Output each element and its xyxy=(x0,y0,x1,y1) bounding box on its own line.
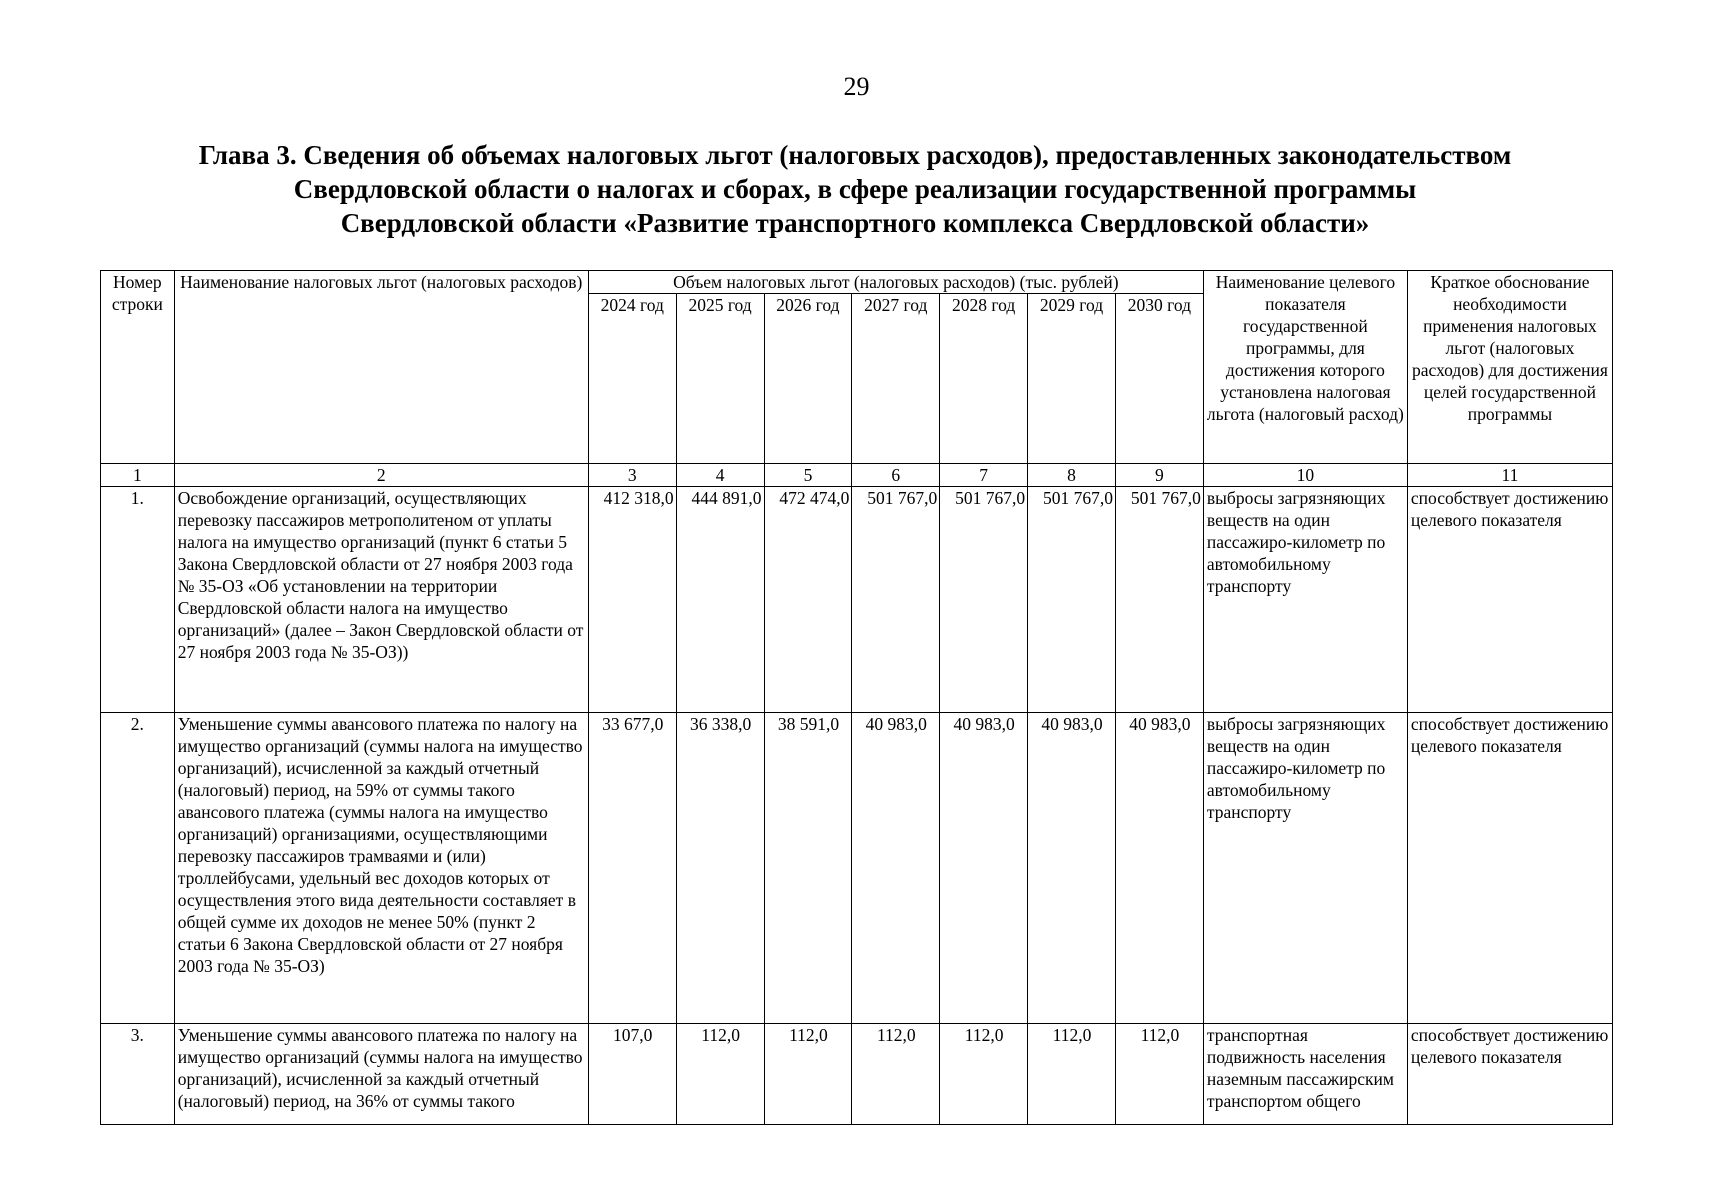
column-number-row xyxy=(101,464,1613,487)
table-row xyxy=(101,1024,1613,1125)
header-benefit-name: Наименование налоговых льгот (налоговых расходов) xyxy=(174,271,588,464)
column-number: 6 xyxy=(852,464,940,487)
justification: способствует достижению целевого показателя xyxy=(1407,1024,1612,1125)
benefit-value: 38 591,0 xyxy=(764,713,852,1024)
benefit-value: 112,0 xyxy=(940,1024,1028,1125)
header-year: 2027 год xyxy=(852,294,940,464)
header-year: 2025 год xyxy=(676,294,764,464)
header-benefit-volume: Объем налоговых льгот (налоговых расходов) (тыс. рублей) xyxy=(588,271,1203,294)
benefit-value: 112,0 xyxy=(764,1024,852,1125)
benefit-name: Освобождение организаций, осуществляющих перевозку пассажиров метрополитеном от уплаты налога на имущество организаций (пункт 6 статьи 5 Закона Свердловской области от 27 ноября 2003 года № 35-ОЗ «Об установлении на территории Свердловской области налога на имущество организаций» (далее – Закон Свердловской области от 27 ноября 2003 года № 35-ОЗ)) xyxy=(174,487,588,713)
page-number: 29 xyxy=(843,72,870,101)
benefit-value: 501 767,0 xyxy=(1115,487,1203,713)
table-row xyxy=(101,487,1613,713)
justification: способствует достижению целевого показателя xyxy=(1407,487,1612,713)
row-number: 3. xyxy=(101,1024,175,1125)
column-number: 9 xyxy=(1115,464,1203,487)
header-target-indicator: Наименование целевого показателя государственной программы, для достижения которого установлена налоговая льгота (налоговый расход) xyxy=(1203,271,1407,464)
header-year: 2028 год xyxy=(940,294,1028,464)
chapter-heading xyxy=(150,138,1560,240)
target-indicator: транспортная подвижность населения наземным пассажирским транспортом общего xyxy=(1203,1024,1407,1125)
header-year: 2029 год xyxy=(1028,294,1116,464)
row-number: 2. xyxy=(101,713,175,1024)
benefit-value: 33 677,0 xyxy=(588,713,676,1024)
benefit-value: 501 767,0 xyxy=(940,487,1028,713)
heading-line-3: Свердловской области «Развитие транспортного комплекса Свердловской области» xyxy=(340,208,1370,238)
tax-benefits-table xyxy=(100,270,1613,1125)
benefit-value: 112,0 xyxy=(1028,1024,1116,1125)
header-row-number: Номер строки xyxy=(101,271,175,464)
column-number: 1 xyxy=(101,464,175,487)
header-year: 2030 год xyxy=(1115,294,1203,464)
target-indicator: выбросы загрязняющих веществ на один пассажиро-километр по автомобильному транспорту xyxy=(1203,713,1407,1024)
header-year: 2026 год xyxy=(764,294,852,464)
benefit-value: 501 767,0 xyxy=(1028,487,1116,713)
header-justification: Краткое обоснование необходимости применения налоговых льгот (налоговых расходов) для достижения целей государственной программы xyxy=(1407,271,1612,464)
column-number: 3 xyxy=(588,464,676,487)
benefit-value: 412 318,0 xyxy=(588,487,676,713)
benefit-name: Уменьшение суммы авансового платежа по налогу на имущество организаций (суммы налога на имущество организаций), исчисленной за каждый отчетный (налоговый) период, на 36% от суммы такого xyxy=(174,1024,588,1125)
column-number: 10 xyxy=(1203,464,1407,487)
benefit-value: 40 983,0 xyxy=(852,713,940,1024)
benefit-value: 112,0 xyxy=(1115,1024,1203,1125)
heading-line-1: Глава 3. Сведения об объемах налоговых льгот (налоговых расходов), предоставленных законодательством xyxy=(198,140,1512,170)
header-row-top xyxy=(101,271,1613,294)
target-indicator: выбросы загрязняющих веществ на один пассажиро-километр по автомобильному транспорту xyxy=(1203,487,1407,713)
table-row xyxy=(101,713,1613,1024)
benefit-value: 112,0 xyxy=(852,1024,940,1125)
column-number: 8 xyxy=(1028,464,1116,487)
header-year: 2024 год xyxy=(588,294,676,464)
justification: способствует достижению целевого показателя xyxy=(1407,713,1612,1024)
benefit-value: 472 474,0 xyxy=(764,487,852,713)
benefit-value: 501 767,0 xyxy=(852,487,940,713)
column-number: 7 xyxy=(940,464,1028,487)
column-number: 11 xyxy=(1407,464,1612,487)
benefit-value: 112,0 xyxy=(676,1024,764,1125)
column-number: 5 xyxy=(764,464,852,487)
benefit-value: 444 891,0 xyxy=(676,487,764,713)
column-number: 2 xyxy=(174,464,588,487)
benefit-value: 40 983,0 xyxy=(1028,713,1116,1024)
benefit-value: 40 983,0 xyxy=(1115,713,1203,1024)
benefit-value: 40 983,0 xyxy=(940,713,1028,1024)
benefit-value: 107,0 xyxy=(588,1024,676,1125)
row-number: 1. xyxy=(101,487,175,713)
heading-line-2: Свердловской области о налогах и сборах, в сфере реализации государственной программы xyxy=(293,174,1417,204)
benefit-name: Уменьшение суммы авансового платежа по налогу на имущество организаций (суммы налога на имущество организаций), исчисленной за каждый отчетный (налоговый) период, на 59% от суммы такого авансового платежа (суммы налога на имущество организаций) организациями, осуществляющими перевозку пассажиров трамваями и (или) троллейбусами, удельный вес доходов которых от осуществления этого вида деятельности составляет в общей сумме их доходов не менее 50% (пункт 2 статьи 6 Закона Свердловской области от 27 ноября 2003 года № 35-ОЗ) xyxy=(174,713,588,1024)
column-number: 4 xyxy=(676,464,764,487)
benefit-value: 36 338,0 xyxy=(676,713,764,1024)
